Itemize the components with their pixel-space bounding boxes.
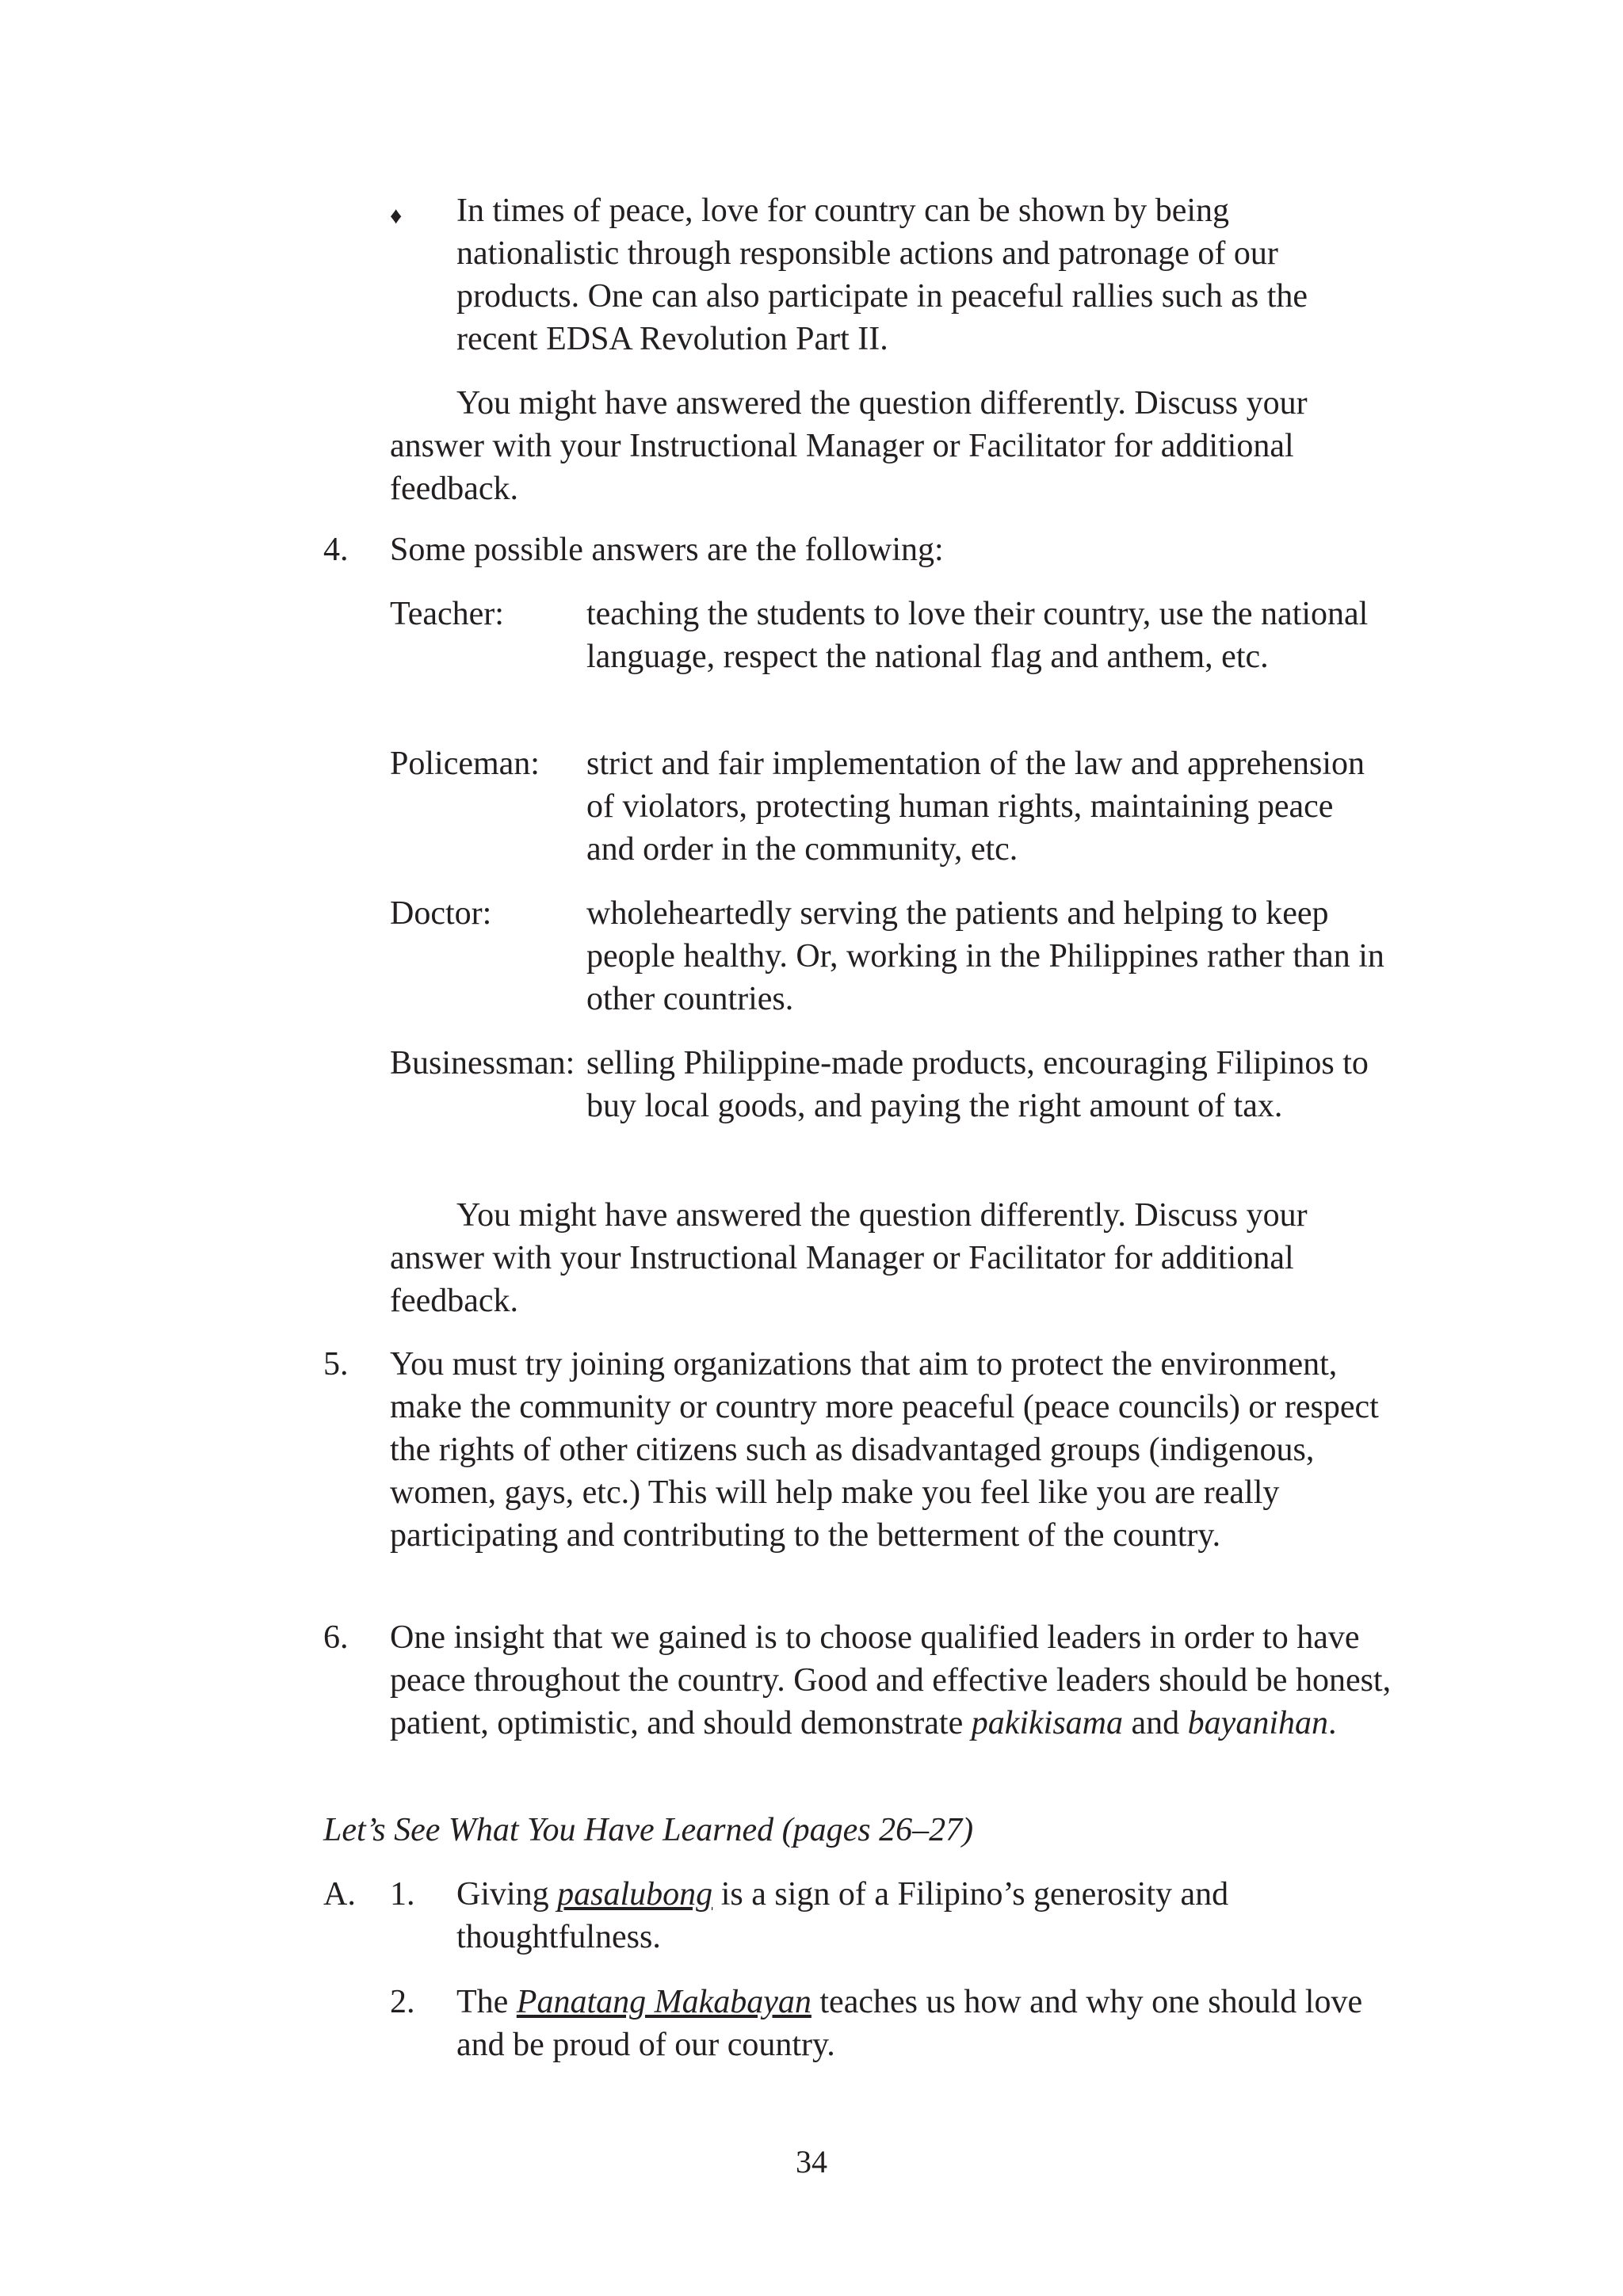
term-pakikisama: pakikisama xyxy=(971,1705,1124,1741)
term-teacher: Teacher: xyxy=(390,596,504,632)
term-businessman: Businessman: xyxy=(390,1045,575,1081)
answer-2-number: 2. xyxy=(390,1984,415,2020)
feedback-note-2: You might have answered the question differently. Discuss your answer with your Instructional Manager or Facilitator for additional feedback. xyxy=(390,1197,1308,1319)
bullet-diamond-icon: ♦ xyxy=(390,203,403,229)
feedback-note-1: You might have answered the question differently. Discuss your answer with your Instructional Manager or Facilitator for additional feedback. xyxy=(390,385,1308,507)
definition-businessman: selling Philippine-made products, encouraging Filipinos to buy local goods, and paying the right amount of tax. xyxy=(586,1045,1369,1124)
keyword-pasalubong: pasalubong xyxy=(557,1876,713,1913)
term-bayanihan: bayanihan xyxy=(1187,1705,1328,1741)
answer-1-text: Giving pasalubong is a sign of a Filipino’s generosity and thoughtfulness. xyxy=(456,1876,1229,1955)
answer-letter-a: A. xyxy=(323,1876,356,1913)
section-heading: Let’s See What You Have Learned (pages 26–27) xyxy=(323,1812,974,1848)
term-doctor: Doctor: xyxy=(390,895,492,932)
answer-2-text: The Panatang Makabayan teaches us how and why one should love and be proud of our country. xyxy=(456,1984,1363,2063)
definition-policeman: strict and fair implementation of the law and apprehension of violators, protecting human rights, maintaining peace and order in the community, etc. xyxy=(586,746,1365,868)
definition-teacher: teaching the students to love their country, use the national language, respect the national flag and anthem, etc. xyxy=(586,596,1369,675)
item-4-intro: Some possible answers are the following: xyxy=(390,532,944,568)
item-6-text: One insight that we gained is to choose qualified leaders in order to have peace throughout the country. Good and effective leaders should be honest, patient, optimistic, and should demonstrate pakikisama and bayanihan. xyxy=(390,1619,1392,1741)
keyword-panatang-makabayan: Panatang Makabayan xyxy=(516,1984,812,2020)
answer-1-number: 1. xyxy=(390,1876,415,1913)
bullet-text: In times of peace, love for country can be shown by being nationalistic through responsible actions and patronage of our products. One can also participate in peaceful rallies such as the recent EDSA Revolution Part II. xyxy=(456,193,1308,357)
definition-doctor: wholeheartedly serving the patients and helping to keep people healthy. Or, working in the Philippines rather than in other countries. xyxy=(586,895,1384,1017)
item-5-number: 5. xyxy=(323,1346,349,1383)
item-6-number: 6. xyxy=(323,1619,349,1656)
item-5-text: You must try joining organizations that aim to protect the environment, make the community or country more peaceful (peace councils) or respect the rights of other citizens such as disadvantaged groups (indigenous, women, gays, etc.) This will help make you feel like you are really participating and contributing to the betterment of the country. xyxy=(390,1346,1379,1554)
item-4-number: 4. xyxy=(323,532,349,568)
page-number: 34 xyxy=(796,2144,827,2180)
term-policeman: Policeman: xyxy=(390,746,540,782)
